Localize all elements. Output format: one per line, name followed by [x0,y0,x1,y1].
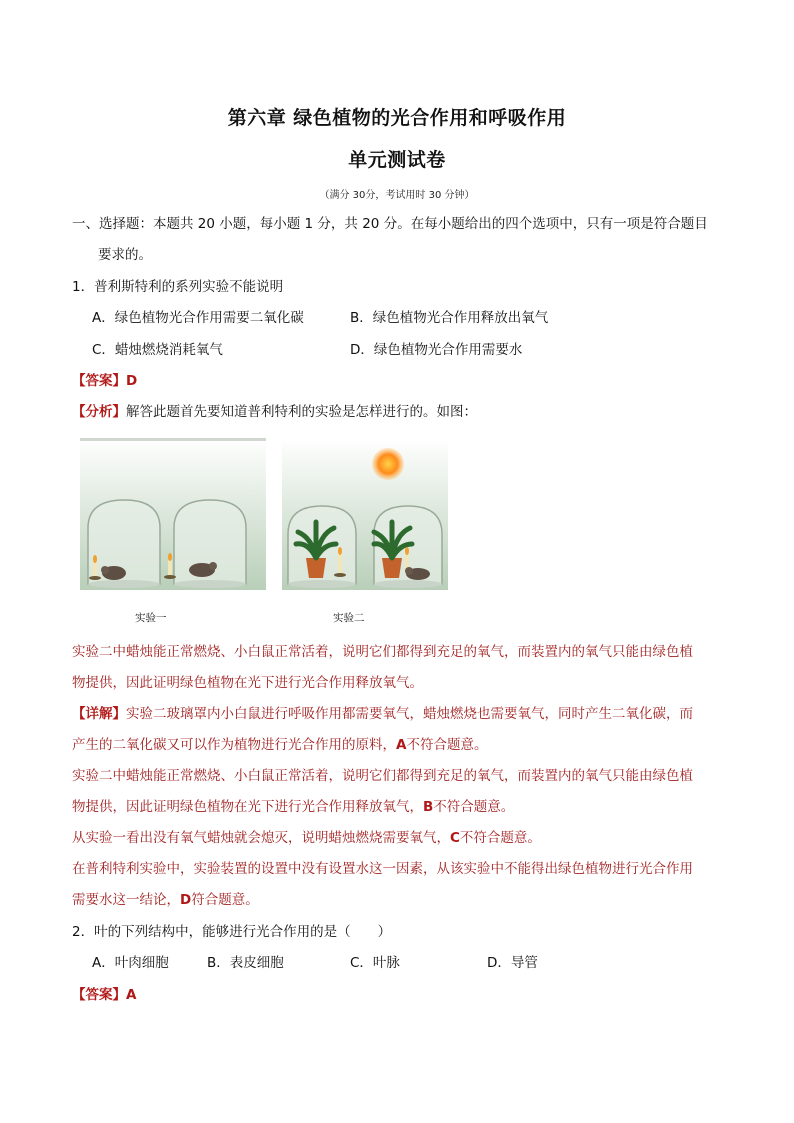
answer-label: 【答案】 [72,373,126,389]
q1-option-d: D．绿色植物光合作用需要水 [350,342,523,358]
question-1-stem: 1．普利斯特利的系列实验不能说明 [72,279,284,295]
section-heading: 一、选择题：本题共 20 小题，每小题 1 分，共 20 分。在每小题给出的四个选项中，只有一项是符合题目 [72,216,708,232]
q1-paragraph-1a: 实验二中蜡烛能正常燃烧、小白鼠正常活着，说明它们都得到充足的氧气，而装置内的氧气只能由绿色植 [72,644,693,660]
option-letter-a: A [396,737,407,753]
page-title: 第六章 绿色植物的光合作用和呼吸作用 [227,107,567,129]
q2-answer [72,985,136,1005]
analysis-text: 解答此题首先要知道普利特利的实验是怎样进行的。如图： [126,404,477,420]
q1-detail [72,704,693,724]
detail-text-cont: 产生的二氧化碳又可以作为植物进行光合作用的原料， [72,737,396,753]
q2-option-c: C．叶脉 [350,955,400,971]
paragraph-3b-end: 不符合题意。 [433,799,515,815]
figure-caption-1: 实验一 [135,612,167,624]
detail-label: 【详解】 [72,706,126,722]
q1-paragraph-2b [72,735,487,755]
analysis-label: 【分析】 [72,404,126,420]
q1-option-b: B．绿色植物光合作用释放出氧气 [350,310,549,326]
q1-option-c: C．蜡烛燃烧消耗氧气 [92,342,223,358]
q1-answer [72,371,137,391]
exam-note: （满分 30分，考试用时 30 分钟） [319,190,475,201]
detail-text-end: 不符合题意。 [406,737,488,753]
page-subtitle: 单元测试卷 [348,149,446,171]
experiment-one-figure [80,438,266,590]
paragraph-4-end: 不符合题意。 [459,830,541,846]
q1-paragraph-3b [72,797,514,817]
q1-paragraph-4 [72,828,541,848]
paragraph-5b-text: 需要水这一结论， [72,892,180,908]
answer-value: D [126,373,138,389]
question-2-stem: 2．叶的下列结构中，能够进行光合作用的是（ ） [72,924,392,940]
paragraph-4-text: 从实验一看出没有氧气蜡烛就会熄灭，说明蜡烛燃烧需要氧气， [72,830,450,846]
q2-option-a: A．叶肉细胞 [92,955,169,971]
q1-analysis [72,402,477,422]
experiment-two-figure [282,438,448,590]
q1-paragraph-3a: 实验二中蜡烛能正常燃烧、小白鼠正常活着，说明它们都得到充足的氧气，而装置内的氧气只能由绿色植 [72,768,693,784]
answer-label: 【答案】 [72,987,126,1003]
section-heading-cont: 要求的。 [98,247,152,263]
q1-paragraph-5a: 在普利特利实验中，实验装置的设置中没有设置水这一因素，从该实验中不能得出绿色植物进行光合作用 [72,861,693,877]
q1-option-a: A．绿色植物光合作用需要二氧化碳 [92,310,304,326]
detail-text: 实验二玻璃罩内小白鼠进行呼吸作用都需要氧气，蜡烛燃烧也需要氧气，同时产生二氧化碳，而 [126,706,693,722]
option-letter-c: C [450,830,460,846]
answer-value: A [126,987,137,1003]
q1-paragraph-1b: 物提供，因此证明绿色植物在光下进行光合作用释放氧气。 [72,675,423,691]
option-letter-b: B [423,799,434,815]
paragraph-5b-end: 符合题意。 [191,892,259,908]
option-letter-d: D [180,892,192,908]
paragraph-3b-text: 物提供，因此证明绿色植物在光下进行光合作用释放氧气， [72,799,423,815]
q2-option-b: B．表皮细胞 [207,955,284,971]
sun-icon [372,448,404,480]
figure-caption-2: 实验二 [333,612,365,624]
q2-option-d: D．导管 [487,955,538,971]
q1-paragraph-5b [72,890,259,910]
